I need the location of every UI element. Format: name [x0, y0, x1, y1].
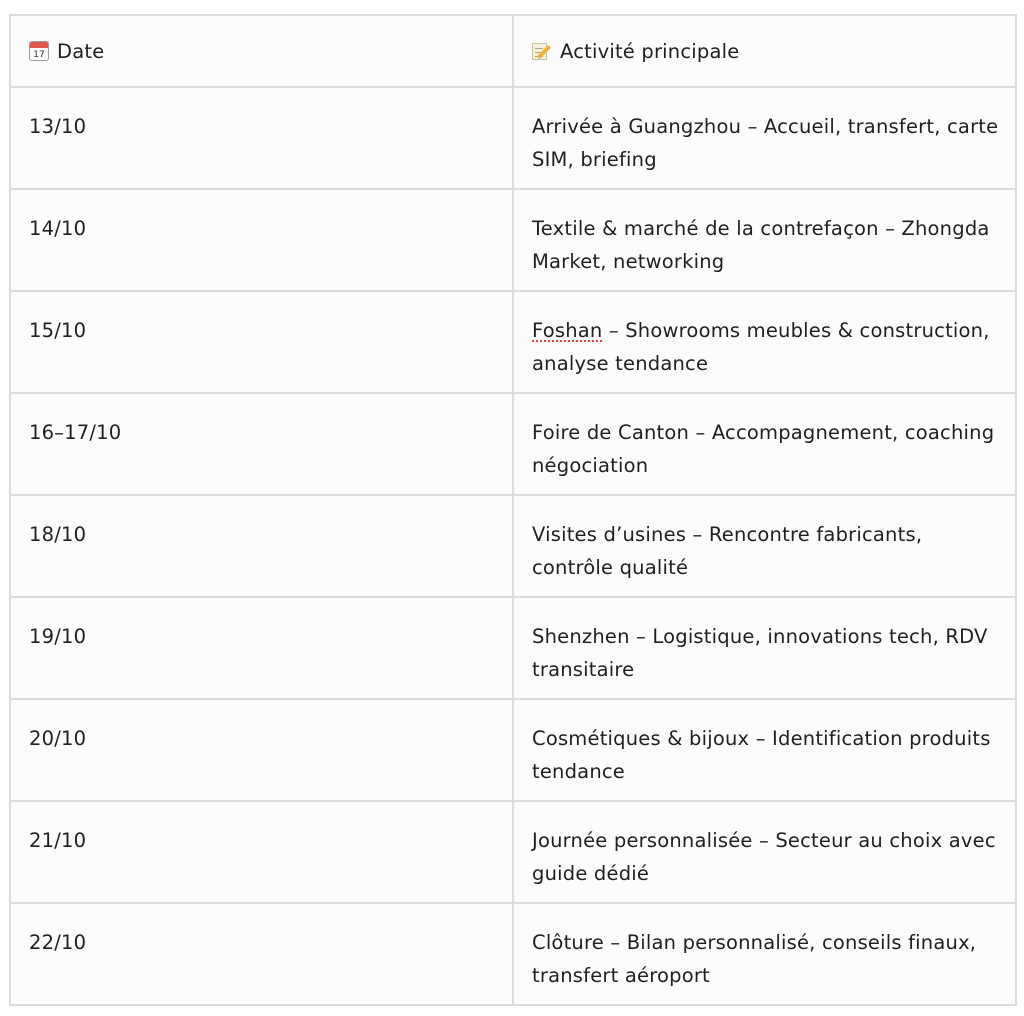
- activity-cell: Foire de Canton – Accompagnement, coaching négociation: [513, 393, 1016, 495]
- activity-cell: Textile & marché de la contrefaçon – Zhongda Market, networking: [513, 189, 1016, 291]
- activity-cell: Shenzhen – Logistique, innovations tech, RDV transitaire: [513, 597, 1016, 699]
- activity-text: – Showrooms meubles & construction, analyse tendance: [532, 319, 990, 375]
- activity-cell: Cosmétiques & bijoux – Identification produits tendance: [513, 699, 1016, 801]
- table-row: [10, 801, 1016, 903]
- activity-cell: Arrivée à Guangzhou – Accueil, transfert, carte SIM, briefing: [513, 87, 1016, 189]
- date-cell: 15/10: [10, 291, 513, 393]
- activity-cell: Clôture – Bilan personnalisé, conseils finaux, transfert aéroport: [513, 903, 1016, 1005]
- table-row: [10, 903, 1016, 1005]
- activity-cell: [513, 291, 1016, 393]
- date-cell: 18/10: [10, 495, 513, 597]
- date-cell: 13/10: [10, 87, 513, 189]
- activity-cell: Journée personnalisée – Secteur au choix avec guide dédié: [513, 801, 1016, 903]
- table-row: [10, 291, 1016, 393]
- date-cell: 22/10: [10, 903, 513, 1005]
- table-header-row: [10, 15, 1016, 87]
- spellcheck-flagged-word[interactable]: Foshan: [532, 319, 603, 342]
- table-row: [10, 189, 1016, 291]
- header-date-label: Date: [57, 40, 105, 63]
- header-activity-label: Activité principale: [560, 40, 740, 63]
- document-page: [9, 14, 1015, 1006]
- date-cell: 21/10: [10, 801, 513, 903]
- header-date-cell: [10, 15, 513, 87]
- table-row: [10, 597, 1016, 699]
- date-cell: 16–17/10: [10, 393, 513, 495]
- table-row: [10, 87, 1016, 189]
- table-row: [10, 495, 1016, 597]
- table-row: [10, 699, 1016, 801]
- date-cell: 20/10: [10, 699, 513, 801]
- memo-icon: [532, 41, 550, 61]
- date-cell: 14/10: [10, 189, 513, 291]
- date-cell: 19/10: [10, 597, 513, 699]
- calendar-icon: 17: [29, 41, 49, 61]
- table-row: [10, 393, 1016, 495]
- header-activity-cell: [513, 15, 1016, 87]
- schedule-table: [9, 14, 1017, 1006]
- activity-cell: Visites d’usines – Rencontre fabricants, contrôle qualité: [513, 495, 1016, 597]
